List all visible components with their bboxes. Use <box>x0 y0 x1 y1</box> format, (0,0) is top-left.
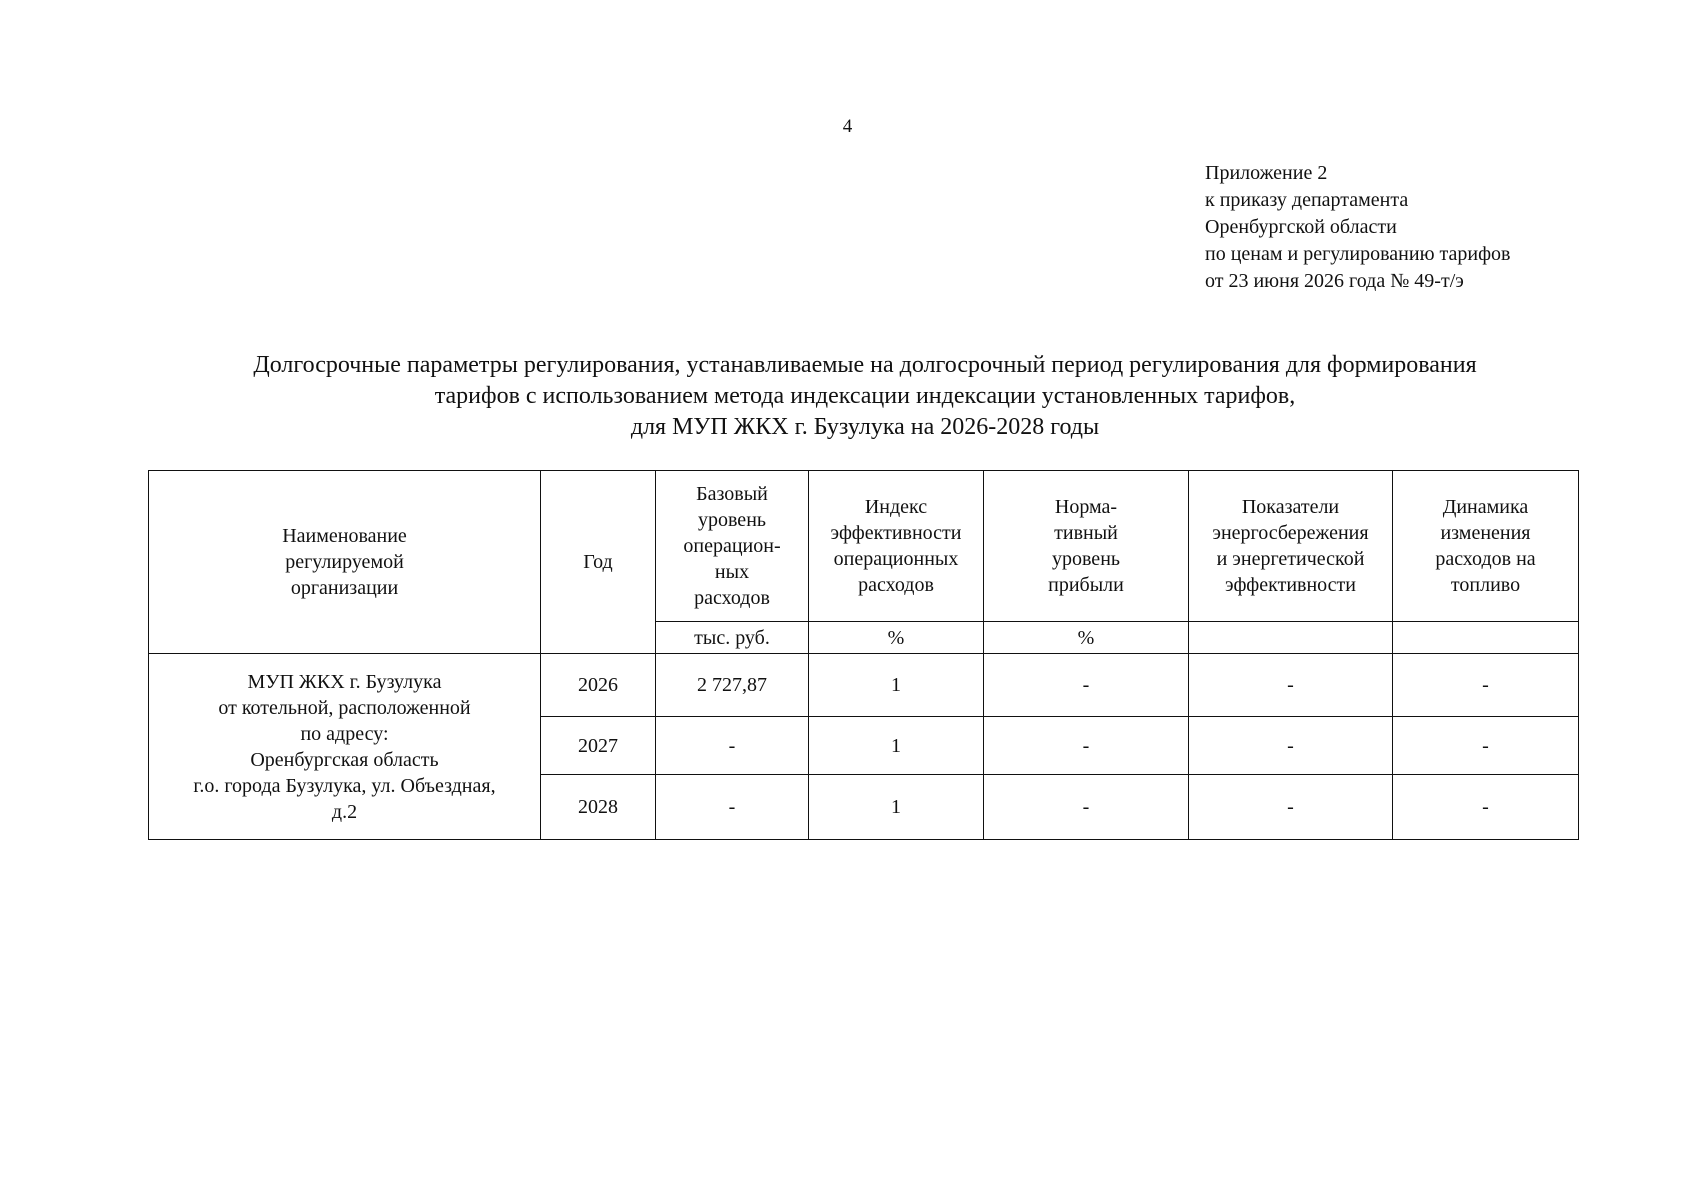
appendix-line: от 23 июня 2026 года № 49-т/э <box>1205 270 1464 292</box>
appendix-line: по ценам и регулированию тарифов <box>1205 243 1511 265</box>
header-text: Показатели <box>1241 496 1340 518</box>
title-line: тарифов с использованием метода индексации индексации установленных тарифов, <box>434 383 1296 409</box>
header-text: расходов на <box>1435 548 1536 570</box>
organization-line: г.о. города Бузулука, ул. Объездная, <box>193 774 496 797</box>
header-text: Наименование <box>282 525 407 547</box>
document-title <box>150 350 1580 443</box>
title-line: Долгосрочные параметры регулирования, устанавливаемые на долгосрочный период регулирования для формирования <box>253 352 1477 378</box>
header-text: Базовый <box>696 483 768 505</box>
cell-energy: - <box>1189 717 1393 775</box>
organization-line: по адресу: <box>300 722 389 745</box>
organization-line: д.2 <box>331 800 358 823</box>
header-text: ных <box>714 561 750 583</box>
header-text: операционных <box>833 548 959 570</box>
header-text: эффективности <box>830 522 962 544</box>
cell-index: 1 <box>809 654 984 717</box>
header-text: топливо <box>1450 574 1521 596</box>
appendix-line: Приложение 2 <box>1205 162 1328 184</box>
organization-line: МУП ЖКХ г. Бузулука <box>247 670 442 693</box>
header-text: расходов <box>694 587 770 609</box>
header-text: энергосбережения <box>1212 522 1369 544</box>
organization-line: от котельной, расположенной <box>218 696 471 719</box>
unit-profit: % <box>984 622 1189 654</box>
cell-profit: - <box>984 654 1189 717</box>
header-text: уровень <box>1051 548 1121 570</box>
header-year <box>541 471 656 654</box>
header-profit-level <box>984 471 1189 622</box>
header-text: Норма- <box>1054 496 1118 518</box>
appendix-line: Оренбургской области <box>1205 216 1397 238</box>
header-text: уровень <box>697 509 767 531</box>
appendix-note <box>1205 160 1510 295</box>
table-header-row <box>149 471 1579 622</box>
unit-base: тыс. руб. <box>656 622 809 654</box>
cell-base: 2 727,87 <box>656 654 809 717</box>
cell-index: 1 <box>809 775 984 840</box>
cell-energy: - <box>1189 654 1393 717</box>
header-text: эффективности <box>1224 574 1356 596</box>
header-text: и энергетической <box>1216 548 1365 570</box>
header-text: Динамика <box>1442 496 1529 518</box>
organization-line: Оренбургская область <box>250 748 439 771</box>
header-fuel-dynamics <box>1393 471 1579 622</box>
cell-year: 2028 <box>541 775 656 840</box>
header-text: Индекс <box>864 496 928 518</box>
table-row <box>149 654 1579 717</box>
header-text: изменения <box>1440 522 1531 544</box>
cell-year: 2027 <box>541 717 656 775</box>
header-energy-saving <box>1189 471 1393 622</box>
parameters-table <box>148 470 1579 840</box>
unit-index: % <box>809 622 984 654</box>
header-organization <box>149 471 541 654</box>
cell-energy: - <box>1189 775 1393 840</box>
organization-cell <box>149 654 541 840</box>
unit-fuel <box>1393 622 1579 654</box>
header-text: операцион- <box>683 535 781 557</box>
appendix-line: к приказу департамента <box>1205 189 1409 211</box>
cell-base: - <box>656 717 809 775</box>
cell-base: - <box>656 775 809 840</box>
title-line: для МУП ЖКХ г. Бузулука на 2026-2028 годы <box>630 414 1100 440</box>
header-text: тивный <box>1054 522 1118 544</box>
header-text: регулируемой <box>285 551 404 573</box>
cell-profit: - <box>984 717 1189 775</box>
cell-fuel: - <box>1393 717 1579 775</box>
page-number: 4 <box>842 116 853 137</box>
cell-fuel: - <box>1393 654 1579 717</box>
cell-fuel: - <box>1393 775 1579 840</box>
header-base-level <box>656 471 809 622</box>
unit-energy <box>1189 622 1393 654</box>
cell-index: 1 <box>809 717 984 775</box>
header-text: Год <box>583 551 613 573</box>
header-efficiency-index <box>809 471 984 622</box>
cell-year: 2026 <box>541 654 656 717</box>
cell-profit: - <box>984 775 1189 840</box>
header-text: прибыли <box>1048 574 1124 596</box>
header-text: расходов <box>858 574 934 596</box>
header-text: организации <box>290 577 399 599</box>
